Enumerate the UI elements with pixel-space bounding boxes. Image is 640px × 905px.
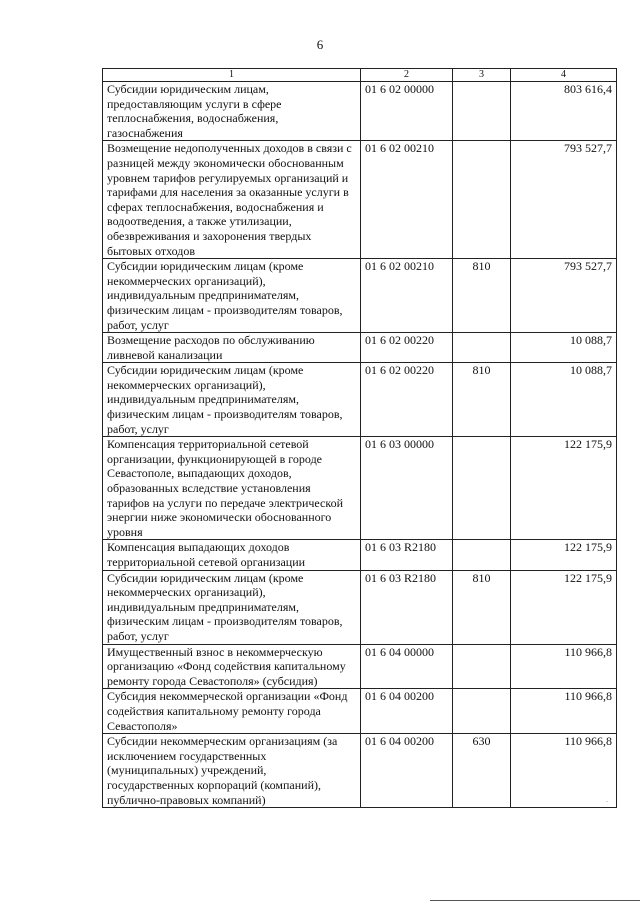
row-sum: 110 966,8 xyxy=(511,734,617,808)
row-sum: 10 088,7 xyxy=(511,333,617,363)
table-header-row xyxy=(103,69,617,82)
table-row xyxy=(103,363,617,437)
table-row xyxy=(103,437,617,540)
row-kvr: 810 xyxy=(453,363,511,437)
row-sum: 122 175,9 xyxy=(511,437,617,540)
row-code: 01 6 04 00000 xyxy=(361,644,453,689)
scan-artifact: . xyxy=(606,795,608,804)
row-sum: 803 616,4 xyxy=(511,82,617,141)
header-col-2: 2 xyxy=(361,69,453,82)
row-kvr xyxy=(453,689,511,734)
row-kvr xyxy=(453,333,511,363)
row-kvr xyxy=(453,141,511,259)
row-code: 01 6 04 00200 xyxy=(361,689,453,734)
row-sum: 10 088,7 xyxy=(511,363,617,437)
table-row xyxy=(103,570,617,644)
row-kvr xyxy=(453,437,511,540)
row-code: 01 6 02 00220 xyxy=(361,333,453,363)
table-row xyxy=(103,644,617,689)
row-name: Компенсация выпадающих доходов территориальной сетевой организации xyxy=(103,540,361,570)
row-code: 01 6 03 R2180 xyxy=(361,570,453,644)
row-kvr: 630 xyxy=(453,734,511,808)
row-sum: 793 527,7 xyxy=(511,259,617,333)
table-row xyxy=(103,689,617,734)
budget-table xyxy=(102,68,617,808)
table-row xyxy=(103,333,617,363)
row-code: 01 6 02 00220 xyxy=(361,363,453,437)
row-kvr xyxy=(453,82,511,141)
row-sum: 122 175,9 xyxy=(511,540,617,570)
row-kvr: 810 xyxy=(453,570,511,644)
footer-rule xyxy=(430,900,640,901)
table-row xyxy=(103,540,617,570)
row-name: Субсидии юридическим лицам, предоставляющим услуги в сфере теплоснабжения, водоснабжения, газоснабжения xyxy=(103,82,361,141)
row-sum: 793 527,7 xyxy=(511,141,617,259)
row-name: Субсидия некоммерческой организации «Фонд содействия капитальному ремонту города Севастополя» xyxy=(103,689,361,734)
row-sum: 110 966,8 xyxy=(511,644,617,689)
row-kvr: 810 xyxy=(453,259,511,333)
row-name: Возмещение недополученных доходов в связи с разницей между экономически обоснованным уровнем тарифов регулируемых организаций и тарифами для населения за оказанные услуги в сферах теплоснабжения, водоснабжения и водоотведения, а также утилизации, обезвреживания и захоронения твердых бытовых отходов xyxy=(103,141,361,259)
row-name: Субсидии юридическим лицам (кроме некоммерческих организаций), индивидуальным предпринимателям, физическим лицам - производителям товаров, работ, услуг xyxy=(103,570,361,644)
row-name: Имущественный взнос в некоммерческую организацию «Фонд содействия капитальному ремонту города Севастополя» (субсидия) xyxy=(103,644,361,689)
row-code: 01 6 02 00210 xyxy=(361,259,453,333)
row-code: 01 6 02 00000 xyxy=(361,82,453,141)
row-code: 01 6 03 R2180 xyxy=(361,540,453,570)
table-row xyxy=(103,259,617,333)
row-kvr xyxy=(453,540,511,570)
table-row xyxy=(103,82,617,141)
header-col-3: 3 xyxy=(453,69,511,82)
page-number: 6 xyxy=(316,37,324,52)
row-sum: 122 175,9 xyxy=(511,570,617,644)
table-row xyxy=(103,734,617,808)
row-sum: 110 966,8 xyxy=(511,689,617,734)
header-col-4: 4 xyxy=(511,69,617,82)
row-name: Субсидии юридическим лицам (кроме некоммерческих организаций), индивидуальным предпринимателям, физическим лицам - производителям товаров, работ, услуг xyxy=(103,363,361,437)
row-kvr xyxy=(453,644,511,689)
row-name: Компенсация территориальной сетевой организации, функционирующей в городе Севастополе, выпадающих доходов, образованных вследствие установления тарифов на услуги по передаче электрической энергии ниже экономически обоснованного уровня xyxy=(103,437,361,540)
table-row xyxy=(103,141,617,259)
header-col-1: 1 xyxy=(103,69,361,82)
row-code: 01 6 04 00200 xyxy=(361,734,453,808)
row-code: 01 6 03 00000 xyxy=(361,437,453,540)
row-code: 01 6 02 00210 xyxy=(361,141,453,259)
row-name: Субсидии юридическим лицам (кроме некоммерческих организаций), индивидуальным предпринимателям, физическим лицам - производителям товаров, работ, услуг xyxy=(103,259,361,333)
row-name: Субсидии некоммерческим организациям (за исключением государственных (муниципальных) учреждений, государственных корпораций (компаний), публично-правовых компаний) xyxy=(103,734,361,808)
row-name: Возмещение расходов по обслуживанию ливневой канализации xyxy=(103,333,361,363)
